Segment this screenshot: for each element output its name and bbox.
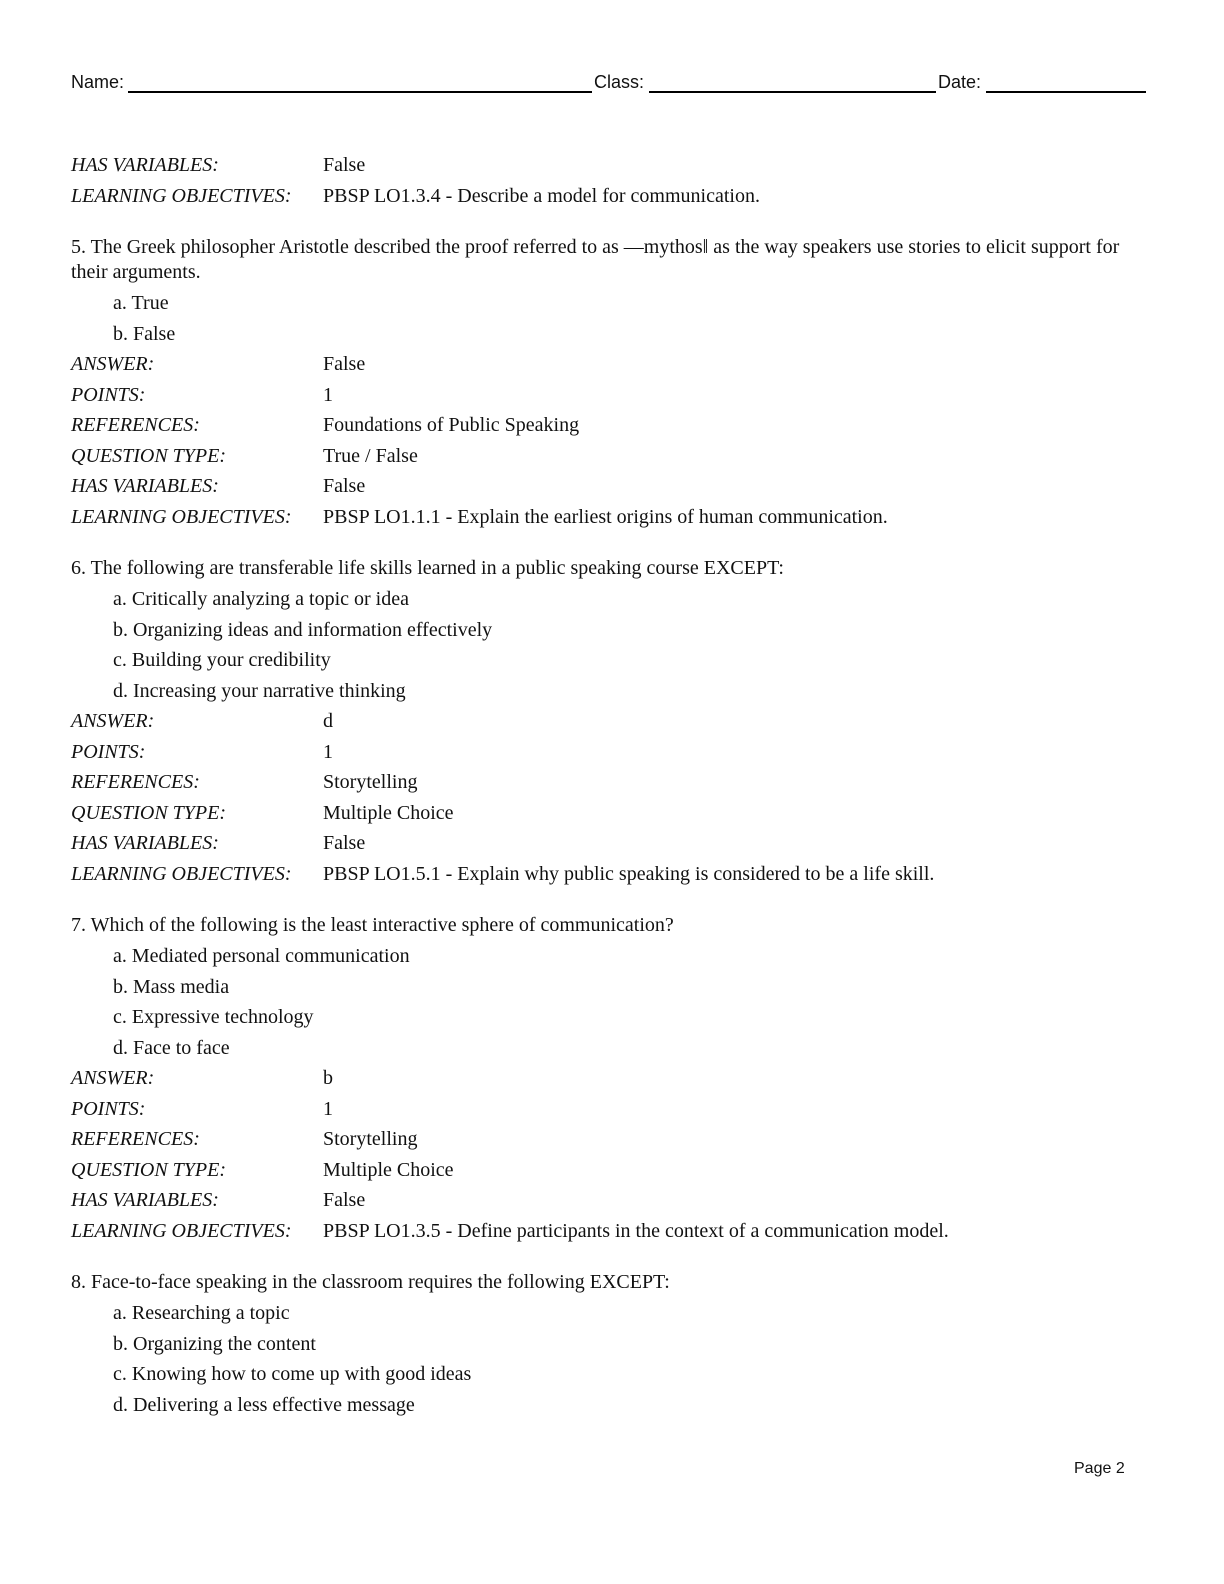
meta-row: [71, 349, 1151, 380]
meta-row: [71, 1185, 1151, 1216]
meta-row: [71, 1124, 1151, 1155]
meta-row: [71, 859, 1151, 890]
meta-key: REFERENCES:: [71, 771, 200, 793]
answer-option: d. Increasing your narrative thinking: [113, 679, 406, 702]
meta-value: False: [323, 353, 366, 375]
class-blank-line: [649, 91, 936, 93]
meta-row: [71, 1063, 1151, 1094]
name-blank-line: [128, 91, 592, 93]
answer-option: a. Critically analyzing a topic or idea: [113, 588, 409, 610]
answer-option: d. Delivering a less effective message: [113, 1393, 415, 1416]
meta-value: 1: [323, 383, 333, 406]
meta-value: d: [323, 710, 333, 732]
meta-row: [71, 502, 1151, 533]
date-blank-line: [986, 91, 1146, 93]
meta-value: PBSP LO1.3.5 - Define participants in the context of a communication model.: [323, 1219, 949, 1242]
meta-row: [71, 828, 1151, 859]
meta-row: [71, 798, 1151, 829]
meta-value: False: [323, 154, 366, 176]
meta-value: Multiple Choice: [323, 801, 454, 824]
meta-key: QUESTION TYPE:: [71, 444, 227, 467]
meta-value: b: [323, 1067, 333, 1089]
question-5: [71, 235, 1151, 532]
meta-key: LEARNING OBJECTIVES:: [71, 505, 292, 528]
meta-value: PBSP LO1.3.4 - Describe a model for communication.: [323, 184, 760, 207]
meta-row: [71, 767, 1151, 798]
question-6: [71, 556, 1151, 889]
answer-option: b. Organizing ideas and information effectively: [113, 618, 493, 641]
meta-key: POINTS:: [71, 383, 146, 406]
answer-option: b. Mass media: [113, 975, 230, 998]
meta-key: ANSWER:: [71, 1067, 155, 1089]
meta-key: HAS VARIABLES:: [71, 832, 219, 854]
meta-value: False: [323, 832, 366, 854]
meta-row: [71, 181, 1151, 212]
meta-key: ANSWER:: [71, 353, 155, 375]
meta-value: False: [323, 1189, 366, 1211]
meta-value: 1: [323, 1097, 333, 1120]
meta-key: LEARNING OBJECTIVES:: [71, 1219, 292, 1242]
answer-option: b. Organizing the content: [113, 1332, 316, 1355]
meta-row: [71, 706, 1151, 737]
meta-key: QUESTION TYPE:: [71, 1158, 227, 1181]
meta-row: [71, 150, 1151, 181]
meta-key: REFERENCES:: [71, 414, 200, 436]
meta-value: PBSP LO1.1.1 - Explain the earliest origins of human communication.: [323, 505, 888, 528]
meta-value: Storytelling: [323, 1128, 418, 1150]
answer-option: c. Expressive technology: [113, 1006, 314, 1028]
meta-value: Storytelling: [323, 771, 418, 793]
answer-option: d. Face to face: [113, 1036, 230, 1059]
meta-row: [71, 1094, 1151, 1125]
answer-option: a. True: [113, 292, 169, 314]
answer-option: a. Mediated personal communication: [113, 945, 410, 967]
meta-value: True / False: [323, 444, 418, 467]
answer-option: c. Knowing how to come up with good ideas: [113, 1363, 472, 1385]
meta-row: [71, 441, 1151, 472]
class-label: Class:: [594, 72, 645, 92]
question-7: [71, 913, 1151, 1246]
answer-option: c. Building your credibility: [113, 649, 331, 671]
meta-key: POINTS:: [71, 1097, 146, 1120]
meta-row: [71, 737, 1151, 768]
question-text: 5. The Greek philosopher Aristotle described the proof referred to as —mythos‖ as the way speakers use stories to elicit support for their arguments.: [71, 236, 1120, 283]
answer-option: a. Researching a topic: [113, 1302, 290, 1324]
question-content: [71, 150, 1151, 1420]
meta-value: Foundations of Public Speaking: [323, 414, 580, 436]
question-8: [71, 1270, 1151, 1420]
answer-option: b. False: [113, 322, 176, 345]
meta-value: 1: [323, 740, 333, 763]
meta-key: POINTS:: [71, 740, 146, 763]
meta-value: PBSP LO1.5.1 - Explain why public speaking is considered to be a life skill.: [323, 862, 935, 885]
name-label: Name:: [71, 72, 125, 92]
page-number: Page 2: [1074, 1460, 1125, 1477]
question-text: 7. Which of the following is the least interactive sphere of communication?: [71, 914, 674, 936]
meta-key: ANSWER:: [71, 710, 155, 732]
meta-key: HAS VARIABLES:: [71, 154, 219, 176]
meta-row: [71, 471, 1151, 502]
meta-value: False: [323, 475, 366, 497]
meta-row: [71, 1155, 1151, 1186]
date-label: Date:: [938, 72, 982, 92]
meta-key: HAS VARIABLES:: [71, 1189, 219, 1211]
meta-row: [71, 410, 1151, 441]
meta-row: [71, 1216, 1151, 1247]
meta-key: LEARNING OBJECTIVES:: [71, 184, 292, 207]
meta-key: LEARNING OBJECTIVES:: [71, 862, 292, 885]
meta-key: QUESTION TYPE:: [71, 801, 227, 824]
meta-value: Multiple Choice: [323, 1158, 454, 1181]
question-text: 6. The following are transferable life skills learned in a public speaking course EXCEPT:: [71, 557, 784, 579]
meta-key: REFERENCES:: [71, 1128, 200, 1150]
meta-key: HAS VARIABLES:: [71, 475, 219, 497]
question-text: 8. Face-to-face speaking in the classroom requires the following EXCEPT:: [71, 1271, 670, 1293]
meta-row: [71, 380, 1151, 411]
previous-question-metadata: [71, 150, 1151, 211]
